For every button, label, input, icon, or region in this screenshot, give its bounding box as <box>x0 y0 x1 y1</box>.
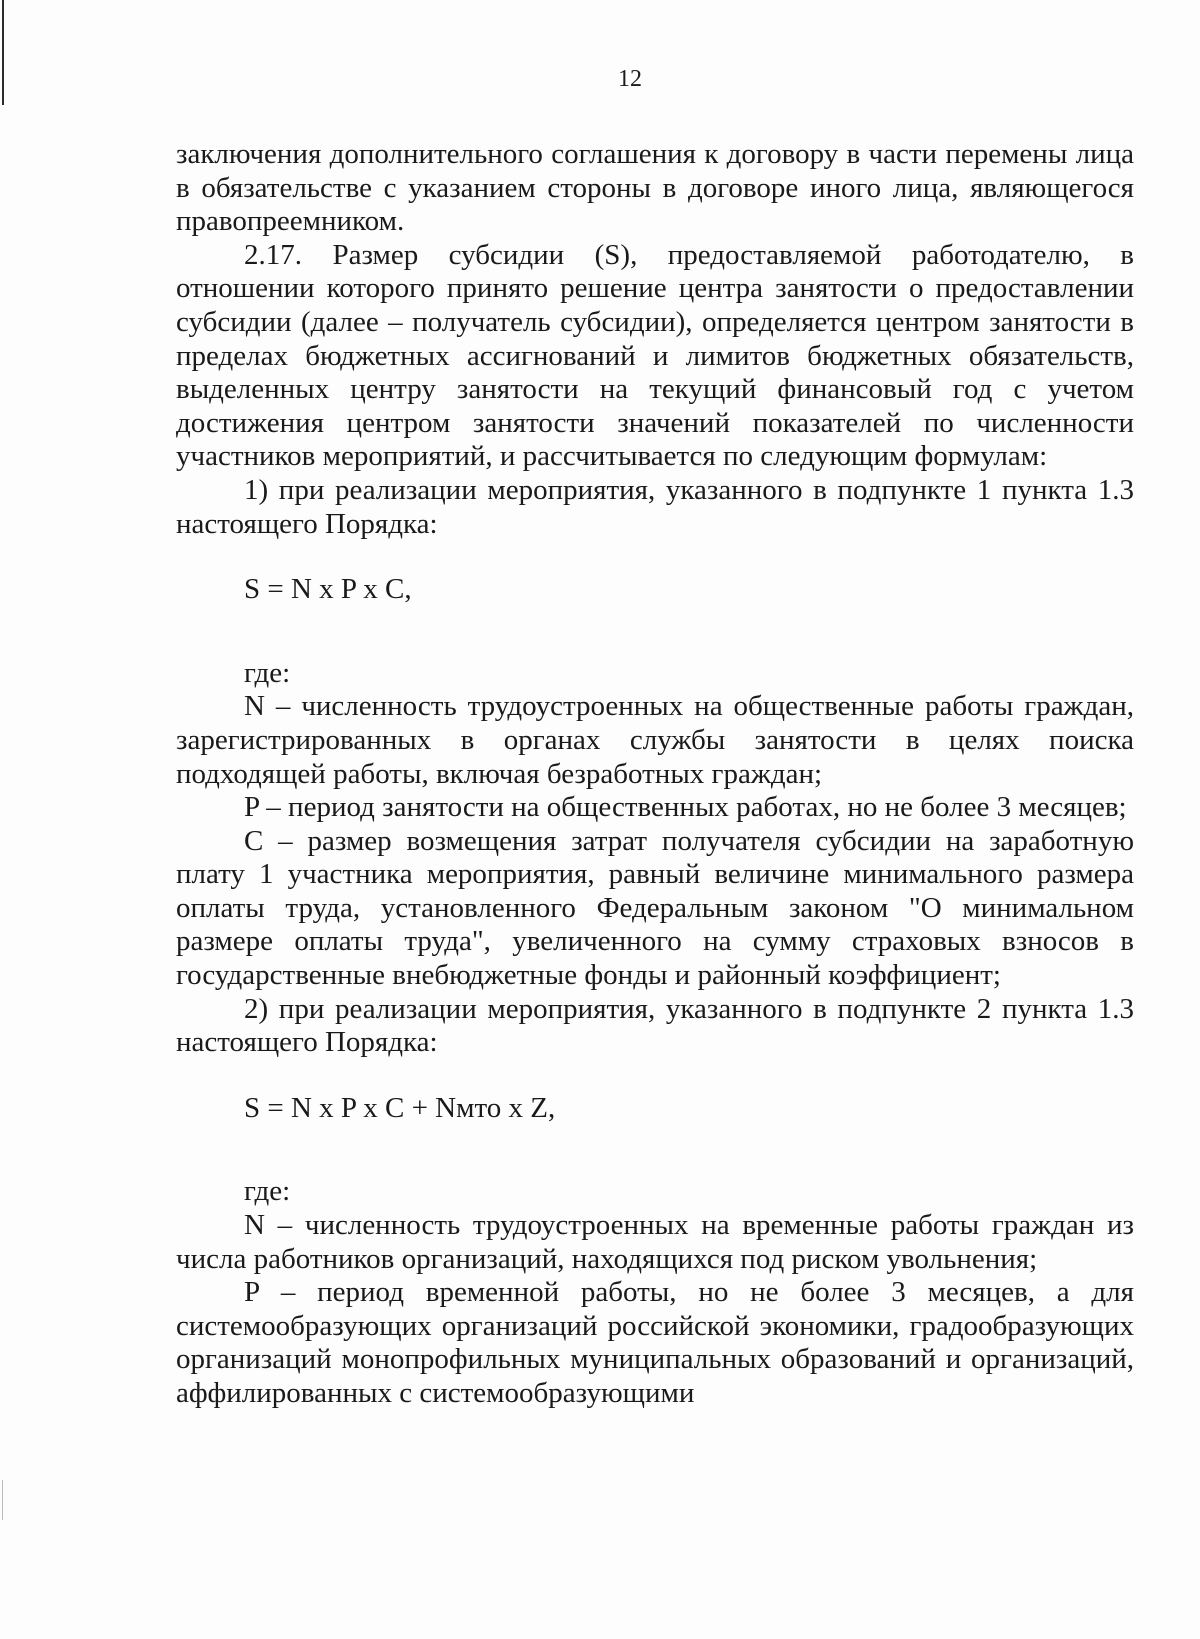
definition-p-1: P – период занятости на общественных работах, но не более 3 месяцев; <box>244 791 1127 824</box>
page-number: 12 <box>618 66 642 92</box>
formula-1: S = N x P x C, <box>244 573 412 606</box>
definition-n-1: N – численность трудоустроенных на общественные работы граждан, зарегистрированных в органах службы занятости в целях поиска подходящей работы, включая безработных граждан; <box>176 690 1134 790</box>
where-label-2: где: <box>244 1175 291 1208</box>
document-body <box>176 138 1134 1411</box>
paragraph-2-17: 2.17. Размер субсидии (S), предоставляемой работодателю, в отношении которого принято решение центра занятости о предоставлении субсидии (далее – получатель субсидии), определяется центром занятости в пределах бюджетных ассигнований и лимитов бюджетных обязательств, выделенных центру занятости на текущий финансовый год с учетом достижения центром занятости значений показателей по численности участников мероприятий, и рассчитывается по следующим формулам: <box>176 238 1134 473</box>
definition-p-2: P – период временной работы, но не более 3 месяцев, а для системообразующих организаций российской экономики, градообразующих организаций монопрофильных муниципальных образований и организаций, аффилированных с системообразующими <box>176 1276 1134 1409</box>
paragraph-continuation: заключения дополнительного соглашения к договору в части перемены лица в обязательстве с указанием стороны в договоре иного лица, являющегося правопреемником. <box>176 138 1134 238</box>
scan-edge-mark-lower <box>2 1480 3 1520</box>
definition-n-2: N – численность трудоустроенных на временные работы граждан из числа работников организаций, находящихся под риском увольнения; <box>176 1209 1134 1275</box>
paragraph-item-2: 2) при реализации мероприятия, указанного в подпункте 2 пункта 1.3 настоящего Порядка: <box>176 992 1134 1059</box>
definition-c: C – размер возмещения затрат получателя субсидии на заработную плату 1 участника мероприятия, равный величине минимального размера оплаты труда, установленного Федеральным законом "О минимальном размере оплаты труда", увеличенного на сумму страховых взносов в государственные внебюджетные фонды и районный коэффициент; <box>176 824 1134 992</box>
paragraph-item-1: 1) при реализации мероприятия, указанного в подпункте 1 пункта 1.3 настоящего Порядка: <box>176 473 1134 540</box>
formula-2: S = N x P x C + Nмто x Z, <box>244 1091 556 1124</box>
where-label-1: где: <box>244 656 291 689</box>
